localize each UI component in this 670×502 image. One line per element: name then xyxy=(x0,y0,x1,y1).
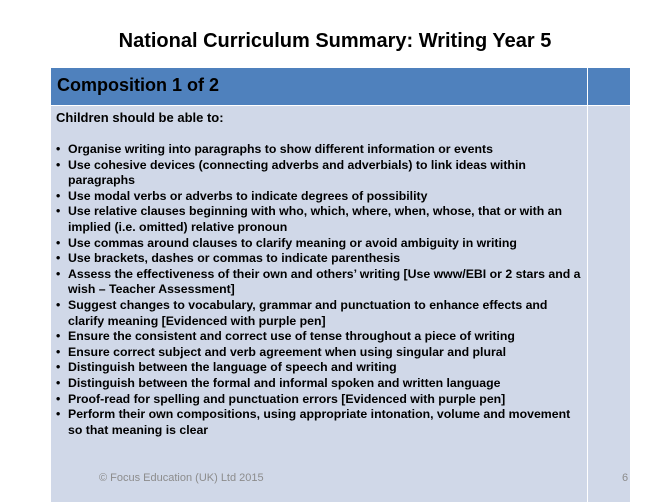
section-heading: Composition 1 of 2 xyxy=(57,75,219,95)
list-item-text: Organise writing into paragraphs to show different information or events xyxy=(68,142,493,156)
section-intro: Children should be able to: xyxy=(56,110,224,125)
table-body-side-cell xyxy=(588,106,630,502)
bullet-icon: • xyxy=(56,297,61,312)
copyright-footer: © Focus Education (UK) Ltd 2015 xyxy=(99,472,264,484)
objectives-list xyxy=(56,142,584,438)
bullet-icon: • xyxy=(56,407,61,422)
list-item xyxy=(56,376,584,392)
list-item-text: Assess the effectiveness of their own and others’ writing [Use www/EBI or 2 stars and a wish – Teacher Assessment] xyxy=(68,266,581,297)
list-item xyxy=(56,142,584,158)
list-item xyxy=(56,360,584,376)
list-item xyxy=(56,407,584,438)
list-item-text: Ensure correct subject and verb agreement when using singular and plural xyxy=(68,344,507,359)
bullet-icon: • xyxy=(56,391,61,406)
list-item-text: Use modal verbs or adverbs to indicate degrees of possibility xyxy=(68,188,428,203)
list-item-text: Distinguish between the language of speech and writing xyxy=(68,360,397,375)
list-item-text: Use relative clauses beginning with who, which, where, when, whose, that or with an implied (i.e. omitted) relative pronoun xyxy=(68,204,563,234)
list-item-text: Suggest changes to vocabulary, grammar and punctuation to enhance effects and clarify meaning [Evidenced with purple pen] xyxy=(68,297,548,328)
list-item-text: Proof-read for spelling and punctuation errors [Evidenced with purple pen] xyxy=(68,391,506,406)
bullet-icon: • xyxy=(56,204,61,219)
list-item xyxy=(56,236,584,252)
bullet-icon: • xyxy=(56,235,61,250)
list-item xyxy=(56,204,584,235)
list-item xyxy=(56,298,584,329)
bullet-icon: • xyxy=(56,251,61,266)
list-item xyxy=(56,267,584,298)
list-item-text: Use commas around clauses to clarify meaning or avoid ambiguity in writing xyxy=(68,235,517,250)
page-title: National Curriculum Summary: Writing Year 5 xyxy=(118,30,552,52)
list-item-text: Ensure the consistent and correct use of tense throughout a piece of writing xyxy=(68,329,515,344)
bullet-icon: • xyxy=(56,188,61,203)
list-item xyxy=(56,329,584,345)
list-item xyxy=(56,158,584,189)
bullet-icon: • xyxy=(56,360,61,375)
list-item-text: Perform their own compositions, using appropriate intonation, volume and movement so that meaning is clear xyxy=(68,407,571,437)
bullet-icon: • xyxy=(56,344,61,359)
list-item xyxy=(56,392,584,408)
bullet-icon: • xyxy=(56,375,61,390)
bullet-icon: • xyxy=(56,329,61,344)
bullet-icon: • xyxy=(56,142,61,156)
bullet-icon: • xyxy=(56,157,61,172)
list-item-text: Use brackets, dashes or commas to indicate parenthesis xyxy=(68,251,401,266)
list-item-text: Distinguish between the formal and informal spoken and written language xyxy=(68,375,501,390)
bullet-icon: • xyxy=(56,266,61,281)
table-header-side-cell xyxy=(588,68,630,105)
page-number: 6 xyxy=(622,472,629,484)
list-item xyxy=(56,251,584,267)
list-item xyxy=(56,345,584,361)
list-item-text: Use cohesive devices (connecting adverbs and adverbials) to link ideas within paragraphs xyxy=(68,157,526,188)
list-item xyxy=(56,189,584,205)
